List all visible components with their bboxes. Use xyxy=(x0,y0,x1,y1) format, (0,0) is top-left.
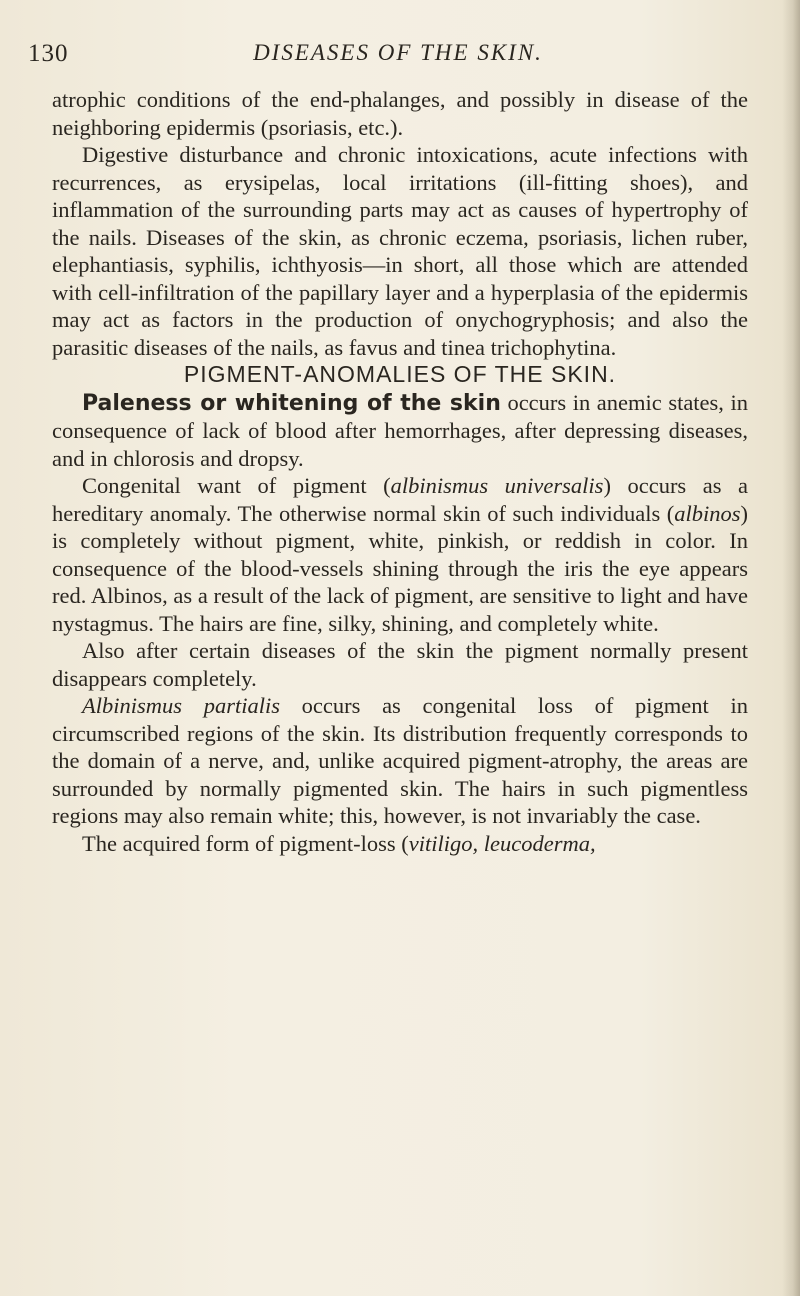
acquired-text: The acquired form of pigment-loss ( xyxy=(82,830,409,856)
body-text xyxy=(52,86,748,857)
paleness-lead: Paleness or whitening of the skin xyxy=(82,390,501,416)
paragraph-acquired xyxy=(52,830,748,858)
paragraph-congenital xyxy=(52,472,748,637)
congenital-text-a: Congenital want of pigment ( xyxy=(82,473,391,498)
paragraph-after-diseases: Also after certain diseases of the skin the pigment normally present disappears completely. xyxy=(52,638,748,691)
page-edge-shadow xyxy=(782,0,800,1296)
congenital-text-c: ) is completely without pigment, white, pinkish, or reddish in color. In consequence of the blood-vessels shining through the iris the eye appears red. Albinos, as a result of the lack of pigment, are sensitive to light and have nystagmus. The hairs are fine, silky, shining, and completely white. xyxy=(52,500,748,636)
running-head xyxy=(28,40,768,76)
section-heading: PIGMENT-ANOMALIES OF THE SKIN. xyxy=(183,361,617,387)
term-albinos: albinos xyxy=(674,500,741,526)
page-number: 130 xyxy=(28,40,69,67)
term-albinismus-universalis: albinismus universalis xyxy=(390,473,604,498)
congenital-text-b: ) occurs as a hereditary anomaly. The otherwise normal skin of such individuals ( xyxy=(52,473,749,526)
paragraph-partialis xyxy=(52,692,748,830)
partialis-text: occurs as congenital loss of pigment in circumscribed regions of the skin. Its distribution frequently corresponds to the domain of a nerve, and, unlike acquired pigment-atrophy, the areas are surrounded by normally pigmented skin. The hairs in such pigmentless regions may also remain white; this, however, is not invariably the case. xyxy=(52,693,748,828)
running-title: DISEASES OF THE SKIN. xyxy=(253,40,543,65)
paleness-text: occurs in anemic states, in consequence of lack of blood after hemorrhages, after depressing diseases, and in chlorosis and dropsy. xyxy=(52,389,748,471)
term-albinismus-partialis: Albinismus partialis xyxy=(82,693,280,718)
paragraph-paleness xyxy=(52,389,748,473)
term-vitiligo: vitiligo, leucoderma, xyxy=(408,830,596,856)
paragraph-atrophic: atrophic conditions of the end-phalanges, and possibly in disease of the neighboring epidermis (psoriasis, etc.). xyxy=(52,87,748,140)
paragraph-digestive: Digestive disturbance and chronic intoxications, acute infections with recurrences, as erysipelas, local irritations (ill-fitting shoes), and inflammation of the surrounding parts may act as causes of hypertrophy of the nails. Diseases of the skin, as chronic eczema, psoriasis, lichen ruber, elephantiasis, syphilis, ichthyosis—in short, all those which are attended with cell-infiltration of the papillary layer and a hyperplasia of the epidermis may act as factors in the production of onychogryphosis; and also the parasitic diseases of the nails, as favus and tinea trichophytina. xyxy=(52,142,748,360)
